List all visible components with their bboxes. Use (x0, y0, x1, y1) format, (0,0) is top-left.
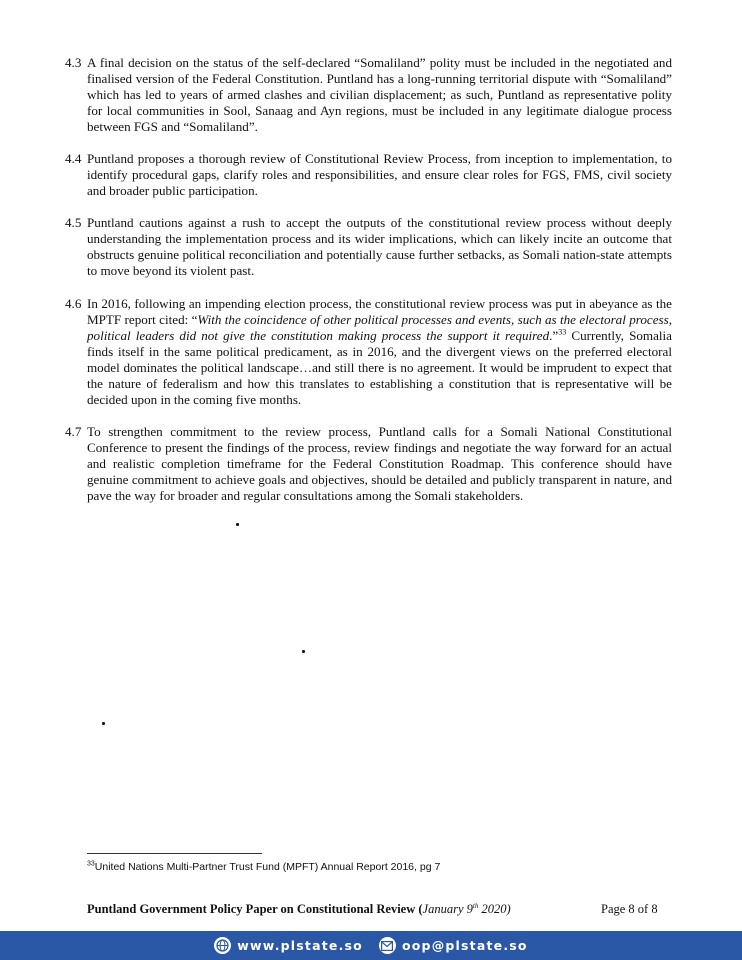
paragraph-text (87, 296, 672, 408)
mptf-quote: With the coincidence of other political processes and events, such as the electoral process, political leaders did not give the constitution making process the support it required (87, 312, 672, 343)
paragraph-text: A final decision on the status of the self-declared “Somaliland” polity must be included in the negotiated and finalised version of the Federal Constitution. Puntland has a long-running territorial dispute with “Somaliland” which has led to years of armed clashes and civilian displacement; as such, Puntland as representative polity for local communities in Sool, Sanaag and Ayn regions, must be included in any legitimate dialogue process between FGS and “Somaliland”. (87, 55, 672, 134)
stray-dot (302, 650, 305, 653)
footer-document-title: Puntland Government Policy Paper on Constitutional Review (January 9th 2020) (87, 901, 511, 916)
paragraph-text: Puntland cautions against a rush to accept the outputs of the constitutional review process without deeply understanding the implementation process and its wider implications, which can likely incite an outcome that obstructs genuine political reconciliation and potentially cause further setbacks, as Somali nation-state attempts to move beyond its violent past. (87, 215, 672, 278)
paragraph-number: 4.6 (65, 296, 82, 311)
stray-dot (102, 722, 105, 725)
footnote-divider (87, 853, 262, 854)
paragraph-number: 4.7 (65, 424, 82, 439)
paragraph-4-3 (65, 55, 672, 135)
contact-bar (0, 931, 742, 960)
paragraph-4-4 (65, 151, 672, 199)
website-link[interactable]: www.plstate.so (237, 938, 363, 953)
globe-www-icon (214, 937, 231, 954)
paragraph-number: 4.5 (65, 215, 82, 230)
footer-date: January 9th 2020) (422, 901, 511, 916)
footnote-text: United Nations Multi-Partner Trust Fund (MPFT) Annual Report 2016, pg 7 (94, 861, 441, 873)
text-before-quote: In 2016, following an impending election process, the constitutional review process was put in abeyance as the MPTF report cited: “ (87, 296, 672, 327)
footnote-number: 33 (87, 860, 95, 868)
paragraph-number: 4.3 (65, 55, 82, 70)
paragraph-4-7 (65, 424, 672, 504)
quote-close: .” (549, 328, 559, 343)
paragraph-4-5 (65, 215, 672, 279)
envelope-icon (379, 937, 396, 954)
footnote-reference[interactable]: 33 (558, 327, 567, 337)
email-contact[interactable] (379, 937, 528, 954)
text-after-quote: Currently, Somalia finds itself in the same political predicament, as in 2016, and the divergent views on the preferred electoral model dominates the political landscape…and still there is no agreement. It would be imprudent to expect that the nature of federalism and how this translates to establishing a constitution that is representative will be decided upon in the coming five months. (87, 328, 672, 407)
stray-dot (236, 523, 239, 526)
paragraph-text: To strengthen commitment to the review process, Puntland calls for a Somali National Constitutional Conference to present the findings of the process, review findings and negotiate the way forward for an actual and realistic completion timeframe for the Federal Constitution Roadmap. This conference should have genuine commitment to achieve goals and objectives, should be detailed and publicly transparent in nature, and pave the way for broader and regular consultations among the Somali stakeholders. (87, 424, 672, 503)
email-link[interactable]: oop@plstate.so (401, 938, 528, 953)
paragraph-number: 4.4 (65, 151, 82, 166)
page-number: Page 8 of 8 (601, 902, 658, 916)
footnote (87, 861, 440, 874)
paragraph-text: Puntland proposes a thorough review of Constitutional Review Process, from inception to implementation, to identify procedural gaps, clarify roles and responsibilities, and ensure clear roles for FGS, FMS, civil society and broader public participation. (87, 151, 672, 198)
website-contact[interactable] (214, 937, 363, 954)
paragraph-4-6 (65, 296, 672, 408)
